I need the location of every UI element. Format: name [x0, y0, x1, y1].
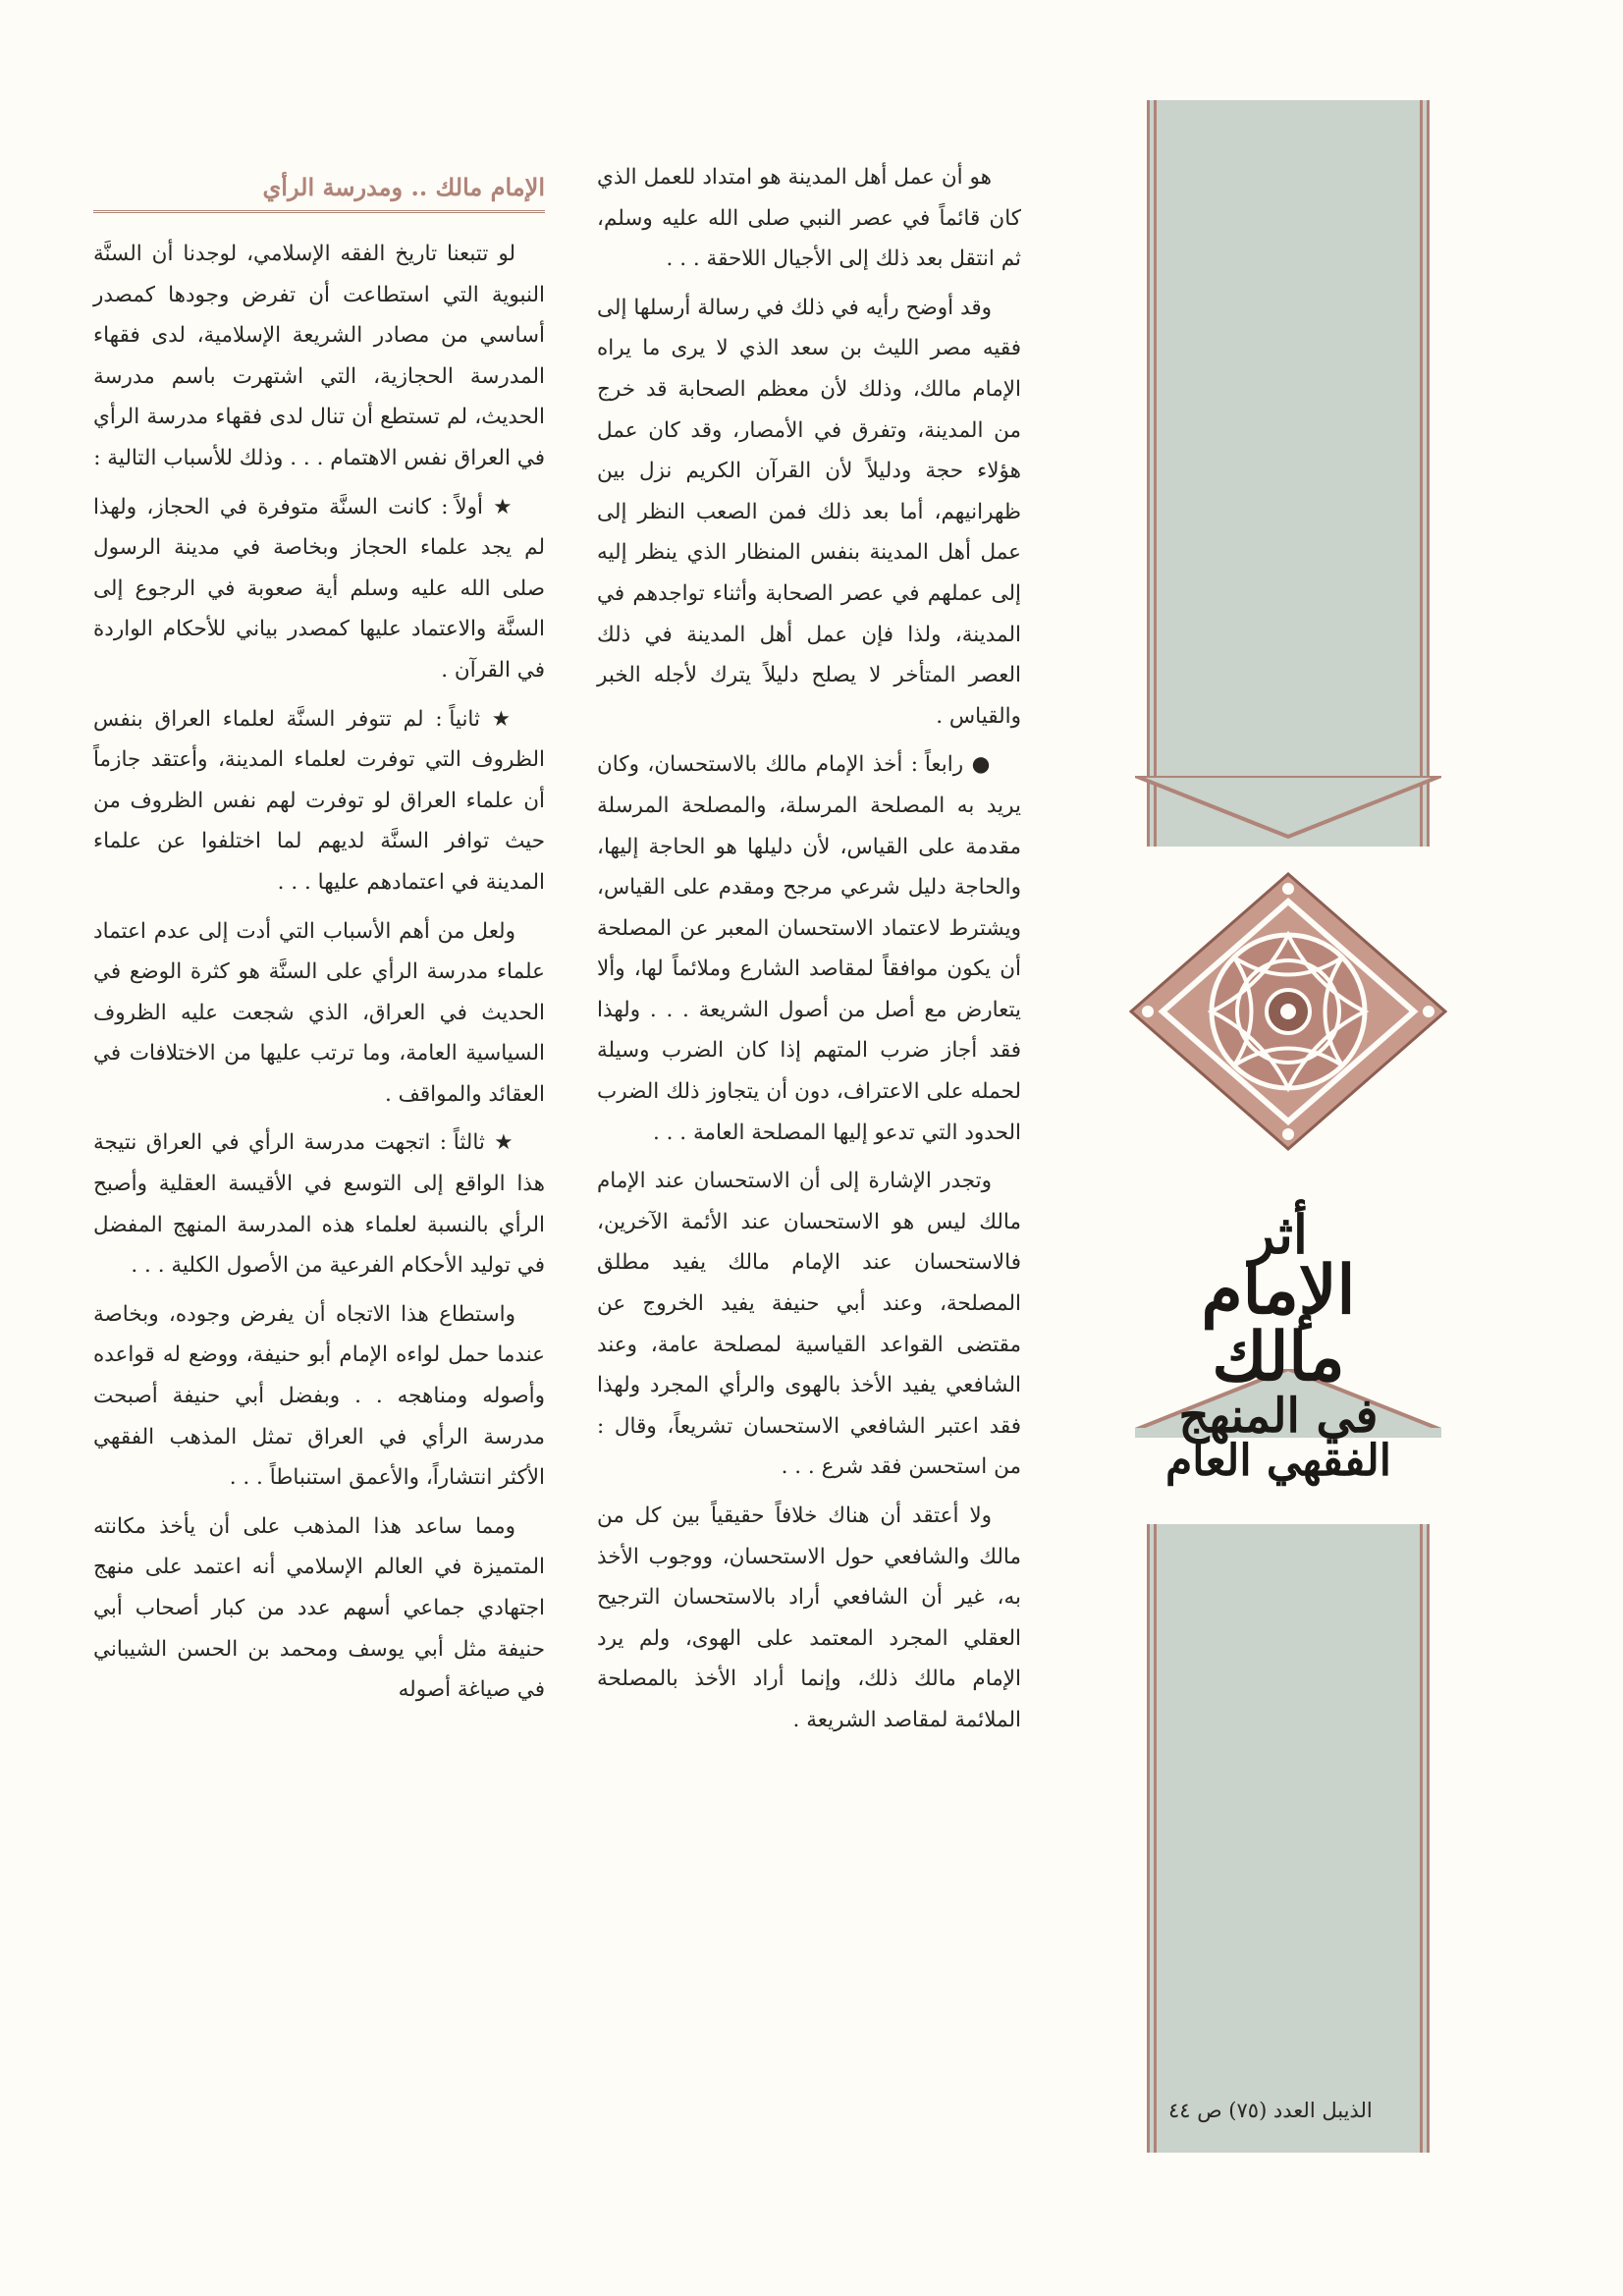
left-column: [93, 157, 545, 1719]
middle-column: [597, 157, 1021, 1749]
left-paragraph-1: لو تتبعنا تاريخ الفقه الإسلامي، لوجدنا أن السنَّة النبوية التي استطاعت أن تفرض وجودها كمصدر أساسي من مصادر الشريعة الإسلامية، لدى فقهاء المدرسة الحجازية، التي اشتهرت باسم مدرسة الحديث، لم تستطع أن تنال لدى فقهاء مدرسة الرأي في العراق نفس الاهتمام . . . وذلك للأسباب التالية :: [93, 242, 545, 470]
page-footer: الذيبل العدد (٧٥) ص ٤٤: [1168, 2099, 1373, 2122]
title-line-4: الفقهي العام: [1165, 1436, 1391, 1486]
left-paragraph-6: واستطاع هذا الاتجاه أن يفرض وجوده، وبخاصة عندما حمل لواءه الإمام أبو حنيفة، ووضع له قواعده وأصوله ومناهجه . . وبفضل أبي حنيفة أصبحت مدرسة الرأي في العراق تمثل المذهب الفقهي الأكثر انتشاراً، والأعمق استنباطاً . . .: [93, 1301, 545, 1491]
left-paragraph-2: ★ أولاً : كانت السنَّة متوفرة في الحجاز، ولهذا لم يجد علماء الحجاز وبخاصة في مدينة الرسول صلى الله عليه وسلم أية صعوبة في الرجوع إلى السنَّة والاعتماد عليها كمصدر بياني للأحكام الواردة في القرآن .: [93, 487, 545, 691]
mid-paragraph-3: ● رابعاً : أخذ الإمام مالك بالاستحسان، وكان يريد به المصلحة المرسلة، والمصلحة المرسلة مقدمة على القياس، لأن دليلها هو الحاجة إليها، والحاجة دليل شرعي مرجح ومقدم على القياس، ويشترط لاعتماد الاستحسان المعبر عن المصلحة أن يكون موافقاً لمقاصد الشارع وملائماً لها، وألا يتعارض مع أصل من أصول الشريعة . . . ولهذا فقد أجاز ضرب المتهم إذا كان الضرب وسيلة لحمله على الاعتراف، دون أن يتجاوز ذلك الضرب الحدود التي تدعو إليها المصلحة العامة . . .: [597, 744, 1021, 1153]
left-paragraph-4: ولعل من أهم الأسباب التي أدت إلى عدم اعتماد علماء مدرسة الرأي على السنَّة هو كثرة الوضع في الحديث في العراق، الذي شجعت عليه الظروف السياسية العامة، وما ترتب عليها من الاختلافات في العقائد والمواقف .: [93, 918, 545, 1107]
left-paragraph-3: ★ ثانياً : لم تتوفر السنَّة لعلماء العراق بنفس الظروف التي توفرت لعلماء المدينة، وأعتقد جازماً أن علماء العراق لو توفرت لهم نفس الظروف من حيث توافر السنَّة لديهم لما اختلفوا عن علماء المدينة في اعتمادهم عليها . . .: [93, 699, 545, 903]
banner-notch: [1135, 776, 1441, 845]
title-line-3: في المنهج: [1178, 1389, 1379, 1444]
mid-paragraph-1: هو أن عمل أهل المدينة هو امتداد للعمل الذي كان قائماً في عصر النبي صلى الله عليه وسلم، ثم انتقل بعد ذلك إلى الأجيال اللاحقة . . .: [597, 165, 1021, 272]
left-paragraph-7: ومما ساعد هذا المذهب على أن يأخذ مكانته المتميزة في العالم الإسلامي أنه اعتمد على منهج اجتهادي جماعي أسهم عدد من كبار أصحاب أبي حنيفة مثل أبي يوسف ومحمد بن الحسن الشيباني في صياغة أصوله: [93, 1513, 545, 1703]
section-heading: الإمام مالك .. ومدرسة الرأي: [93, 162, 545, 213]
title-line-2: الإمام مالك: [1201, 1251, 1356, 1396]
arabesque-ornament-icon: [1129, 864, 1448, 1159]
left-paragraph-5: ★ ثالثاً : اتجهت مدرسة الرأي في العراق نتيجة هذا الواقع إلى التوسع في الأقيسة العقلية وأصبح الرأي بالنسبة لعلماء هذه المدرسة المنهج المفضل في توليد الأحكام الفرعية من الأصول الكلية . . .: [93, 1122, 545, 1285]
mid-paragraph-4: وتجدر الإشارة إلى أن الاستحسان عند الإمام مالك ليس هو الاستحسان عند الأئمة الآخرين، فالاستحسان عند الإمام مالك يفيد مطلق المصلحة، وعند أبي حنيفة يفيد الخروج عن مقتضى القواعد القياسية لمصلحة عامة، وعند الشافعي يفيد الأخذ بالهوى والرأي المجرد ولهذا فقد اعتبر الشافعي الاستحسان تشريعاً، وقال : من استحسن فقد شرع . . .: [597, 1169, 1021, 1480]
mid-paragraph-5: ولا أعتقد أن هناك خلافاً حقيقياً بين كل من مالك والشافعي حول الاستحسان، ووجوب الأخذ به، غير أن الشافعي أراد بالاستحسان الترجيح العقلي المجرد المعتمد على الهوى، ولم يرد الإمام مالك ذلك، وإنما أراد الأخذ بالمصلحة الملائمة لمقاصد الشريعة .: [597, 1503, 1021, 1732]
banner-title: [1151, 1203, 1406, 1486]
mid-paragraph-2: وقد أوضح رأيه في ذلك في رسالة أرسلها إلى فقيه مصر الليث بن سعد الذي لا يرى ما يراه الإمام مالك، وذلك لأن معظم الصحابة قد خرج من المدينة، وتفرق في الأمصار، وقد كان عمل هؤلاء حجة ودليلاً لأن القرآن الكريم نزل بين ظهرانيهم، أما بعد ذلك فمن الصعب النظر إلى عمل أهل المدينة بنفس المنظار الذي ينظر إليه إلى عملهم في عصر الصحابة وأثناء تواجدهم في المدينة، ولذا فإن عمل أهل المدينة في ذلك العصر المتأخر لا يصلح دليلاً يترك لأجله الخبر والقياس .: [597, 295, 1021, 729]
title-line-1: أثر: [1249, 1203, 1308, 1266]
